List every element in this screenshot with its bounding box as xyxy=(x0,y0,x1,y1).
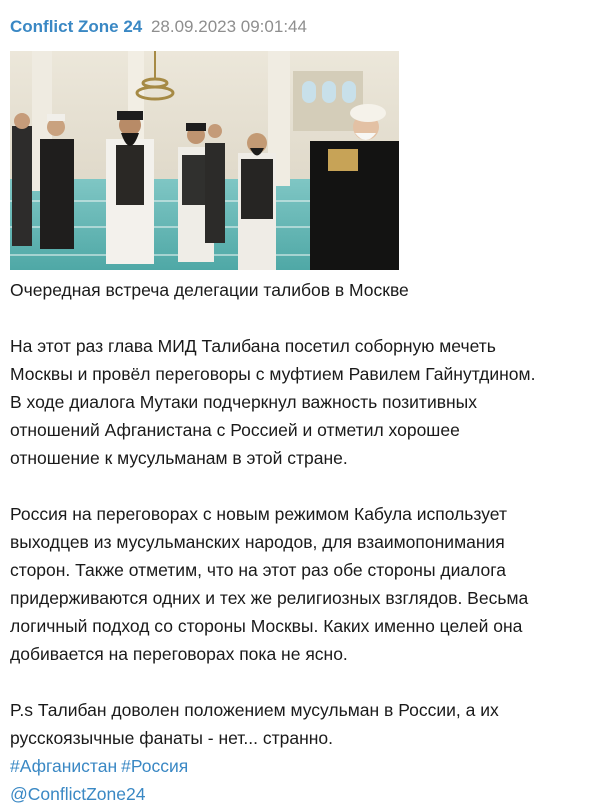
channel-name[interactable]: Conflict Zone 24 xyxy=(10,17,143,36)
text-line: логичный подход со стороны Москвы. Каких именно целей она xyxy=(10,616,523,636)
text-line: добивается на переговорах пока не ясно. xyxy=(10,644,348,664)
post-title: Очередная встреча делегации талибов в Москве xyxy=(10,280,409,300)
paragraph-1 xyxy=(10,332,595,472)
text-line: На этот раз глава МИД Талибана посетил соборную мечеть xyxy=(10,336,496,356)
paragraph-gap xyxy=(10,472,595,500)
text-line: сторон. Также отметим, что на этот раз обе стороны диалога xyxy=(10,560,506,580)
channel-mention-link[interactable]: @ConflictZone24 xyxy=(10,784,146,804)
text-line: Москвы и провёл переговоры с муфтием Равилем Гайнутдином. xyxy=(10,364,536,384)
post-text xyxy=(10,276,595,808)
post-timestamp: 28.09.2023 09:01:44 xyxy=(150,17,307,36)
text-line: выходцев из мусульманских народов, для взаимопонимания xyxy=(10,532,505,552)
post-photo[interactable] xyxy=(10,51,399,270)
text-line: Россия на переговорах с новым режимом Кабула использует xyxy=(10,504,507,524)
paragraph-2 xyxy=(10,500,595,668)
text-line: отношений Афганистана с Россией и отметил хорошее xyxy=(10,420,460,440)
text-line: отношение к мусульманам в этой стране. xyxy=(10,448,348,468)
text-line: русскоязычные фанаты - нет... странно. xyxy=(10,728,333,748)
hashtag-row xyxy=(10,752,595,780)
paragraph-3 xyxy=(10,696,595,752)
hashtag-link[interactable]: #Россия xyxy=(121,756,189,776)
text-line: P.s Талибан доволен положением мусульман в России, а их xyxy=(10,700,499,720)
paragraph-gap xyxy=(10,668,595,696)
paragraph-gap xyxy=(10,304,595,332)
post-header xyxy=(10,16,307,38)
text-line: придерживаются одних и тех же религиозных взглядов. Весьма xyxy=(10,588,529,608)
text-line: В ходе диалога Мутаки подчеркнул важность позитивных xyxy=(10,392,478,412)
hashtag-link[interactable]: #Афганистан xyxy=(10,756,118,776)
